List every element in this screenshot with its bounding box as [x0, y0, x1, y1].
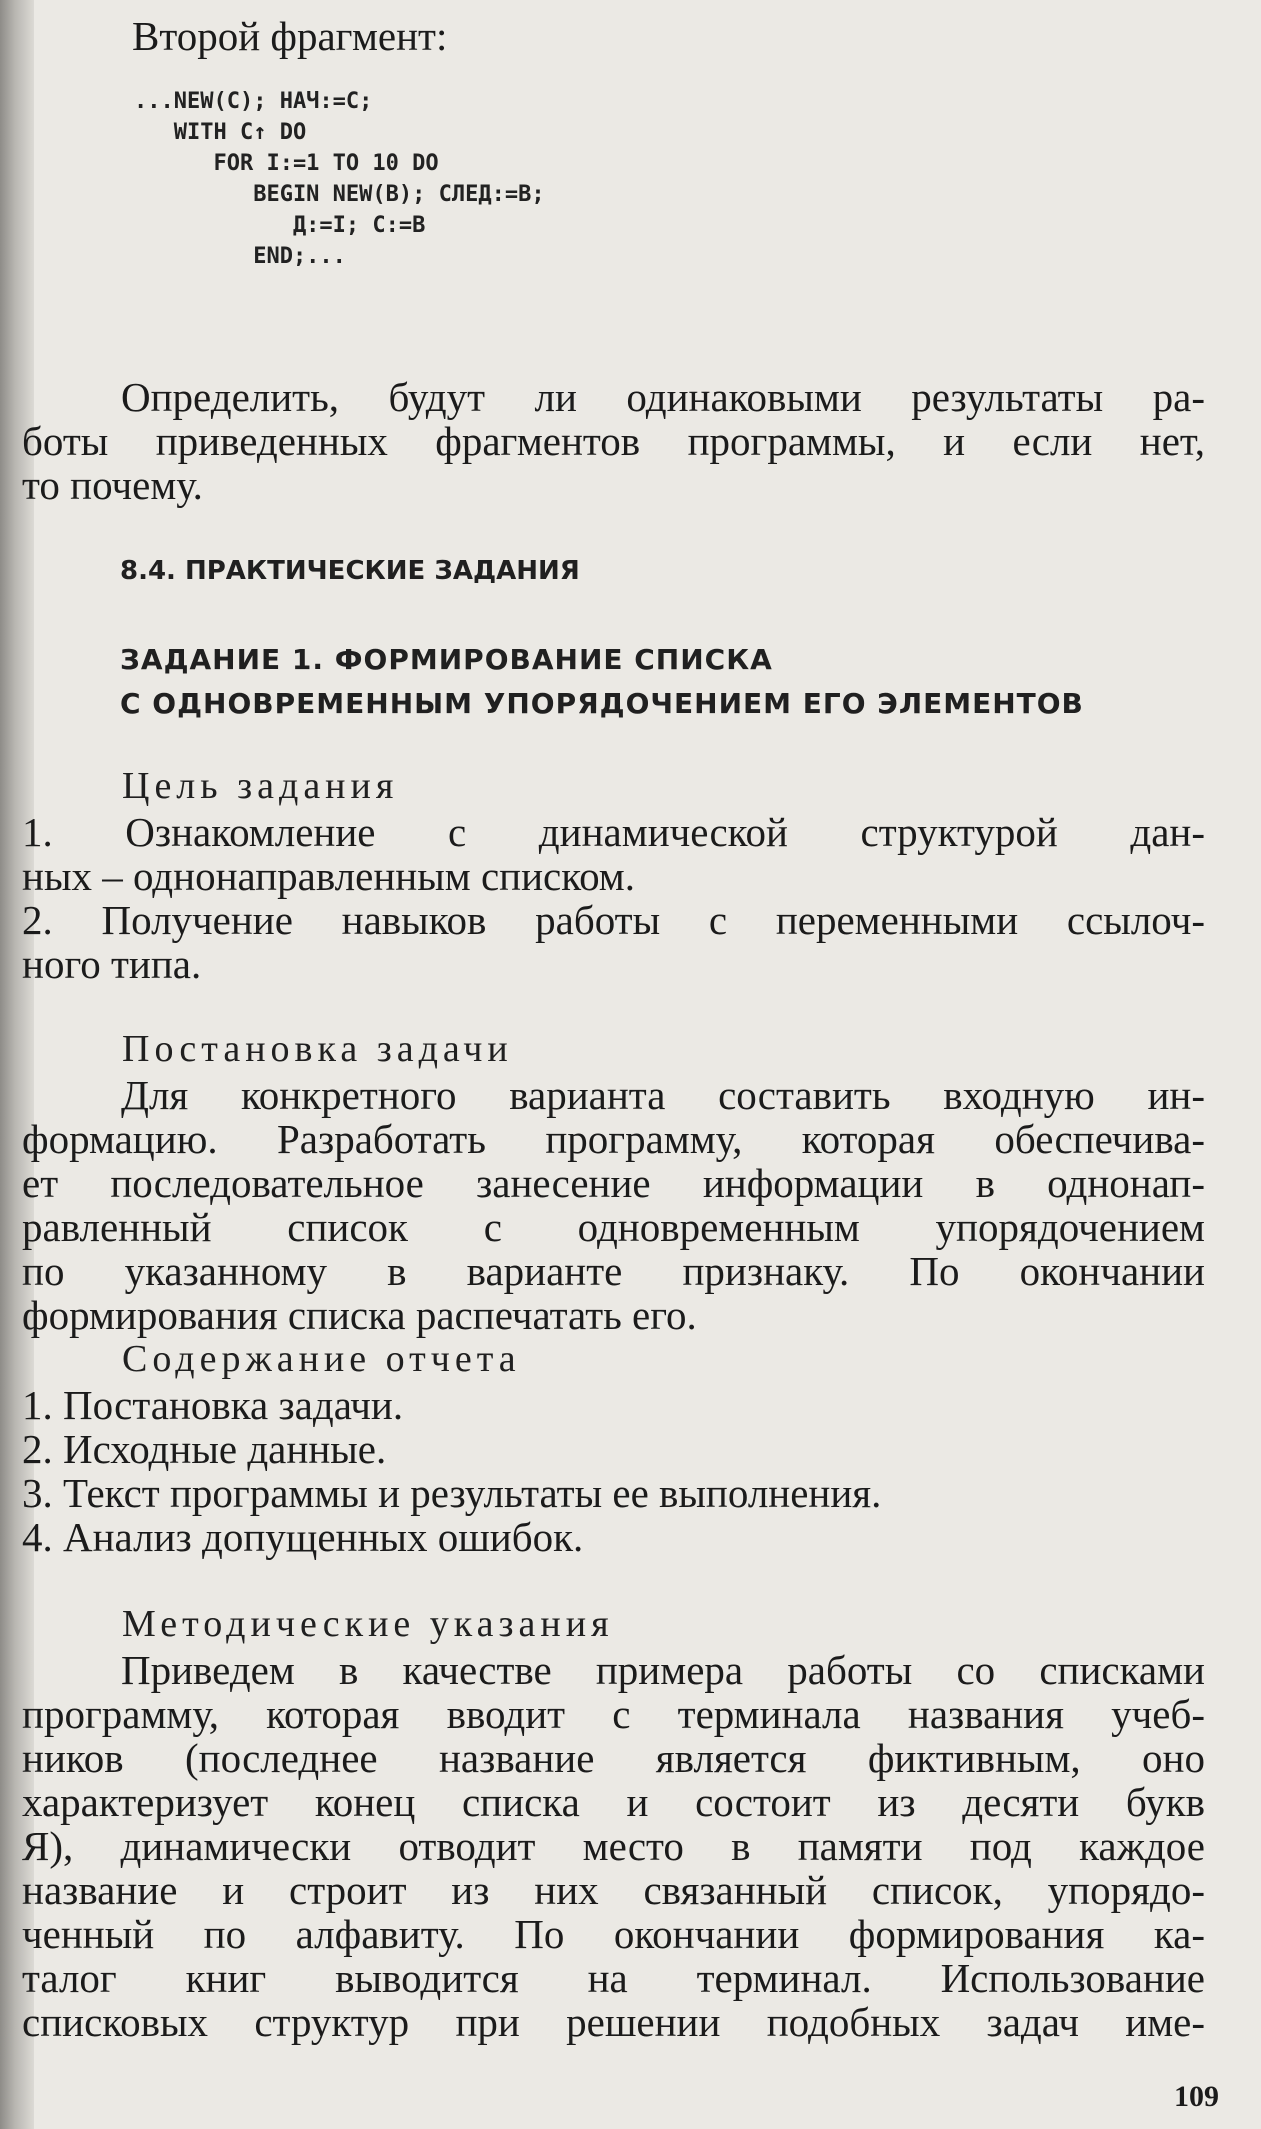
code-line: ...NEW(C); НАЧ:=C;: [134, 89, 373, 114]
paragraph-line: равленный список с одновременным упорядочением: [22, 1204, 1205, 1250]
fragment-label: Второй фрагмент:: [132, 13, 448, 59]
paragraph-line: название и строит из них связанный список, упорядо-: [22, 1867, 1205, 1913]
method-title: Методические указания: [122, 1603, 614, 1645]
code-line: BEGIN NEW(B); СЛЕД:=B;: [134, 182, 545, 207]
paragraph-line: Для конкретного варианта составить входную ин-: [121, 1072, 1205, 1118]
paragraph-line: Определить, будут ли одинаковыми результаты ра-: [121, 374, 1205, 420]
page-number: 109: [1174, 2080, 1219, 2113]
paragraph-line: ет последовательное занесение информации в однонап-: [22, 1160, 1205, 1206]
paragraph-line: списковых структур при решении подобных задач име-: [22, 1999, 1205, 2045]
code-line: Д:=I; C:=B: [134, 213, 426, 238]
list-line: 2. Исходные данные.: [22, 1426, 387, 1472]
paragraph-line: Приведем в качестве примера работы со списками: [121, 1647, 1205, 1693]
list-line: ных – однонаправленным списком.: [22, 853, 635, 899]
paragraph-line: программу, которая вводит с терминала названия учеб-: [22, 1691, 1205, 1737]
report-title: Содержание отчета: [122, 1338, 521, 1380]
section-heading: 8.4. ПРАКТИЧЕСКИЕ ЗАДАНИЯ: [120, 556, 580, 586]
list-line: 1. Постановка задачи.: [22, 1382, 404, 1428]
paragraph-line: формацию. Разработать программу, которая обеспечива-: [22, 1116, 1205, 1162]
paragraph-line: талог книг выводится на терминал. Использование: [22, 1955, 1205, 2001]
code-line: END;...: [134, 244, 346, 269]
code-line: WITH C↑ DO: [134, 120, 307, 145]
paragraph-line: ников (последнее название является фиктивным, оно: [22, 1735, 1205, 1781]
paragraph-line: Я), динамически отводит место в памяти под каждое: [22, 1823, 1205, 1869]
list-line: 2. Получение навыков работы с переменными ссылоч-: [22, 897, 1205, 943]
list-line: 1. Ознакомление с динамической структурой дан-: [22, 809, 1205, 855]
list-line: 4. Анализ допущенных ошибок.: [22, 1514, 584, 1560]
task-heading-line: ЗАДАНИЕ 1. ФОРМИРОВАНИЕ СПИСКА: [120, 643, 773, 676]
list-line: ного типа.: [22, 941, 202, 987]
goal-title: Цель задания: [122, 765, 399, 807]
paragraph-line: боты приведенных фрагментов программы, и если нет,: [22, 418, 1205, 464]
code-line: FOR I:=1 TO 10 DO: [134, 151, 439, 176]
paragraph-line: формирования списка распечатать его.: [22, 1292, 697, 1338]
list-line: 3. Текст программы и результаты ее выполнения.: [22, 1470, 882, 1516]
problem-title: Постановка задачи: [122, 1028, 513, 1070]
paragraph-line: характеризует конец списка и состоит из десяти букв: [22, 1779, 1205, 1825]
task-heading-line: С ОДНОВРЕМЕННЫМ УПОРЯДОЧЕНИЕМ ЕГО ЭЛЕМЕНТОВ: [120, 687, 1084, 720]
code-block: [134, 86, 545, 272]
paragraph-line: по указанному в варианте признаку. По окончании: [22, 1248, 1205, 1294]
paragraph-line: то почему.: [22, 462, 203, 508]
paragraph-line: ченный по алфавиту. По окончании формирования ка-: [22, 1911, 1205, 1957]
